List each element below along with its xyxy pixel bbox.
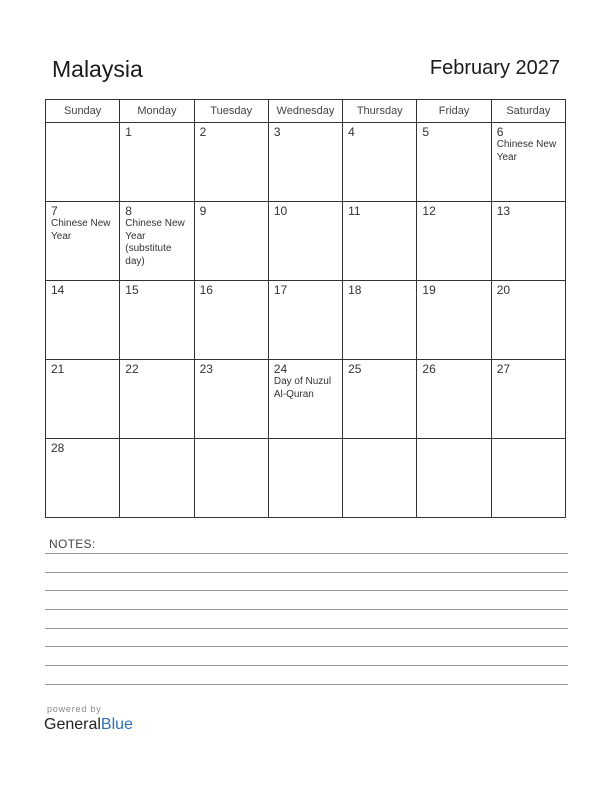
day-cell[interactable]: [491, 123, 565, 202]
weekday-header-row: [46, 100, 566, 123]
day-number: 27: [496, 362, 511, 376]
day-number: 11: [348, 204, 361, 218]
day-number: 26: [422, 362, 436, 376]
day-cell[interactable]: [491, 202, 565, 281]
day-cell[interactable]: [343, 202, 417, 281]
day-cell[interactable]: [46, 123, 120, 202]
day-cell[interactable]: [120, 439, 194, 518]
day-cell[interactable]: [194, 360, 268, 439]
day-number: 25: [348, 362, 362, 376]
holiday-label: Chinese New Year: [496, 139, 557, 163]
day-cell[interactable]: [120, 281, 194, 360]
day-number: 10: [273, 204, 288, 218]
week-row: [46, 281, 566, 360]
day-number: 5: [422, 125, 430, 139]
brand-logo[interactable]: [44, 716, 133, 734]
note-line: [45, 609, 568, 610]
day-cell[interactable]: [491, 439, 565, 518]
note-line: [45, 572, 568, 573]
day-number: 4: [348, 125, 355, 139]
week-row: [46, 123, 566, 202]
holiday-label: Chinese New Year: [51, 218, 111, 242]
day-cell[interactable]: [46, 202, 120, 281]
day-cell[interactable]: [491, 360, 565, 439]
weekday-header: Wednesday: [268, 100, 342, 123]
day-number: 6: [496, 125, 504, 139]
note-line: [45, 590, 568, 591]
day-number: 22: [125, 362, 139, 376]
day-cell[interactable]: [194, 202, 268, 281]
calendar-grid: [45, 99, 566, 518]
day-number: 7: [51, 204, 58, 218]
day-cell[interactable]: [268, 360, 342, 439]
day-cell[interactable]: [46, 360, 120, 439]
note-line: [45, 553, 568, 554]
day-cell[interactable]: [343, 439, 417, 518]
day-cell[interactable]: [417, 360, 491, 439]
note-line: [45, 646, 568, 647]
weekday-header: Tuesday: [194, 100, 268, 123]
day-number: 23: [199, 362, 213, 376]
day-cell[interactable]: [194, 439, 268, 518]
brand-blue: Blue: [100, 716, 133, 733]
holiday-label: Day of Nuzul Al-Quran: [273, 376, 332, 400]
note-line: [45, 628, 568, 629]
note-line: [45, 684, 568, 685]
day-number: 21: [51, 362, 65, 376]
day-number: 19: [422, 283, 436, 297]
weekday-header: Saturday: [491, 100, 565, 123]
day-cell[interactable]: [417, 123, 491, 202]
day-cell[interactable]: [268, 202, 342, 281]
day-number: 1: [125, 125, 132, 139]
day-number: 17: [273, 283, 288, 297]
weekday-header: Sunday: [46, 100, 120, 123]
day-cell[interactable]: [268, 281, 342, 360]
day-cell[interactable]: [194, 123, 268, 202]
day-number: 2: [199, 125, 207, 139]
day-cell[interactable]: [343, 360, 417, 439]
day-cell[interactable]: [46, 281, 120, 360]
day-number: 18: [348, 283, 362, 297]
weekday-header: Thursday: [343, 100, 417, 123]
week-row: [46, 202, 566, 281]
notes-label: NOTES:: [49, 537, 96, 551]
day-cell[interactable]: [491, 281, 565, 360]
day-number: 28: [51, 441, 65, 455]
weekday-header: Friday: [417, 100, 491, 123]
day-cell[interactable]: [417, 439, 491, 518]
day-number: 9: [199, 204, 207, 218]
day-cell[interactable]: [268, 123, 342, 202]
day-number: 15: [125, 283, 139, 297]
day-cell[interactable]: [343, 281, 417, 360]
day-cell[interactable]: [120, 123, 194, 202]
day-number: 13: [496, 204, 511, 218]
day-cell[interactable]: [268, 439, 342, 518]
day-cell[interactable]: [46, 439, 120, 518]
day-number: 8: [125, 204, 132, 218]
day-number: 3: [273, 125, 281, 139]
month-title: February 2027: [429, 57, 560, 79]
brand-general: General: [44, 716, 101, 733]
day-number: 12: [422, 204, 436, 218]
week-row: [46, 360, 566, 439]
day-number: 16: [199, 283, 213, 297]
day-number: 24: [273, 362, 288, 376]
day-cell[interactable]: [417, 202, 491, 281]
day-cell[interactable]: [417, 281, 491, 360]
day-number: 14: [51, 283, 65, 297]
day-cell[interactable]: [194, 281, 268, 360]
holiday-label: Chinese New Year (substitute day): [125, 218, 185, 267]
note-line: [45, 665, 568, 666]
weekday-header: Monday: [120, 100, 194, 123]
week-row: [46, 439, 566, 518]
country-title: Malaysia: [52, 56, 143, 82]
day-cell[interactable]: [343, 123, 417, 202]
day-number: 20: [496, 283, 511, 297]
powered-by-text: powered by: [47, 704, 102, 714]
day-cell[interactable]: [120, 202, 194, 281]
day-cell[interactable]: [120, 360, 194, 439]
